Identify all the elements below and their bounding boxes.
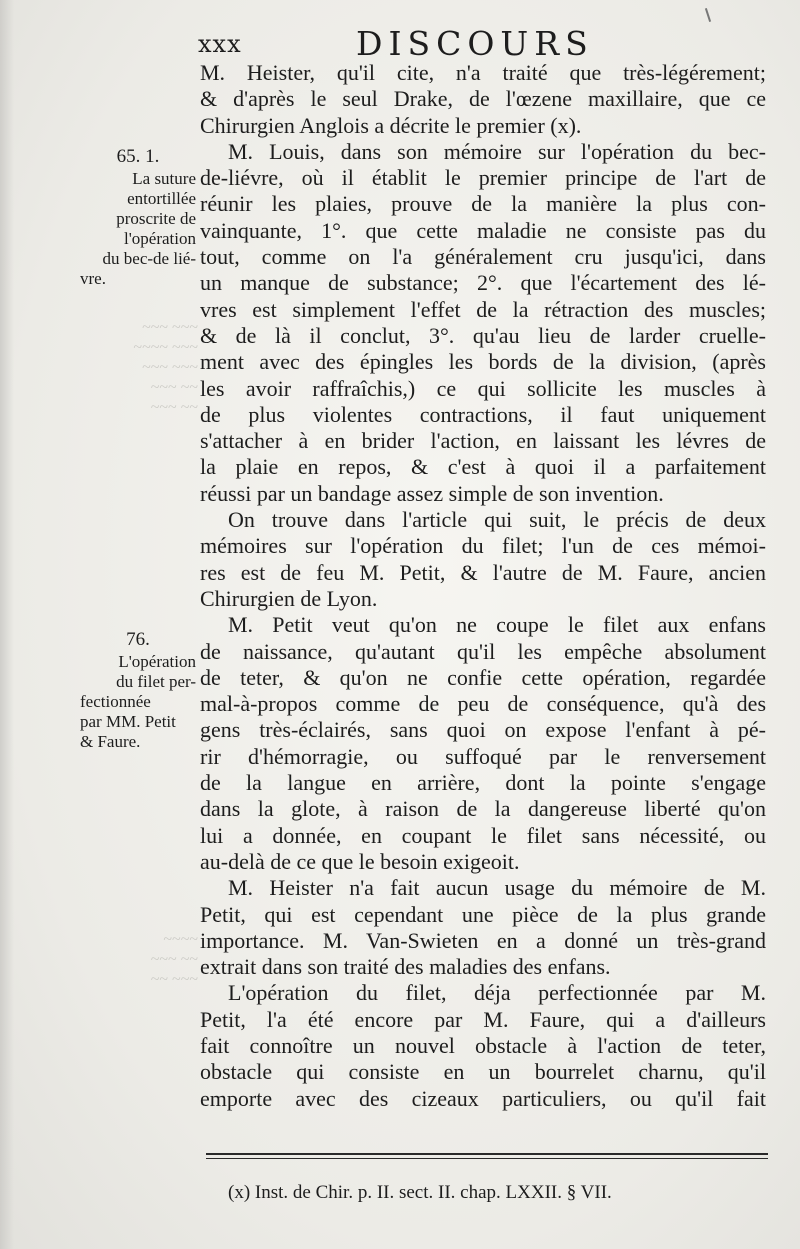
show-through-text-lower: ~~~~ ~~~ ~~ ~~ ~~~: [150, 931, 198, 988]
footnote: (x) Inst. de Chir. p. II. sect. II. chap. LXXII. § VII.: [228, 1182, 612, 1203]
text-line: de la langue en arrière, dont la pointe s'engage: [200, 770, 766, 796]
text-line: obstacle qui consiste en un bourrelet charnu, qu'il: [200, 1059, 766, 1085]
footnote-rule: [206, 1153, 768, 1155]
margin-note-line: vre.: [80, 269, 106, 288]
text-line: mémoires sur l'opération du filet; l'un de ces mémoi-: [200, 533, 766, 559]
text-line: les avoir raffraîchis,) ce qui sollicite les muscles à: [200, 375, 766, 401]
page-header: [198, 22, 758, 63]
text-line: & de là il conclut, 3°. qu'au lieu de larder cruelle-: [200, 322, 766, 348]
footnote-rule-thin: [206, 1158, 768, 1159]
margin-note-line: par MM. Petit: [80, 712, 176, 731]
text-line: de teter, & qu'on ne confie cette opération, regardée: [200, 664, 766, 690]
text-line: M. Heister n'a fait aucun usage du mémoire de M.: [228, 875, 766, 901]
text-line: fait connoître un nouvel obstacle à l'action de teter,: [200, 1032, 766, 1058]
text-line: On trouve dans l'article qui suit, le précis de deux: [228, 507, 766, 533]
text-line: la plaie en repos, & c'est à quoi il a parfaitement: [200, 454, 766, 480]
text-line: un manque de substance; 2°. que l'écartement des lé-: [200, 270, 766, 296]
text-line: emporte avec des cizeaux particuliers, ou qu'il fait: [200, 1085, 766, 1111]
main-text: [200, 60, 766, 1112]
margin-note-number: 76.: [126, 629, 150, 650]
text-line: res est de feu M. Petit, & l'autre de M. Faure, ancien: [200, 559, 766, 585]
margin-note-number: 65. 1.: [116, 146, 160, 167]
text-line: Petit, qui est cependant une pièce de la plus grande: [200, 901, 766, 927]
margin-note-line: du filet per-: [116, 672, 196, 691]
text-line: rir d'hémorragie, ou suffoqué par le renversement: [200, 743, 766, 769]
page-gutter-shadow: [0, 0, 14, 1249]
text-line: M. Petit veut qu'on ne coupe le filet aux enfans: [228, 612, 766, 638]
text-line: ment avec des épingles les bords de la division, (après: [200, 349, 766, 375]
paper-mark: [705, 8, 711, 22]
show-through-text: ~~~ ~~~ ~~~~ ~~~ ~~~ ~~~ ~~~ ~~ ~~~ ~~: [133, 319, 198, 416]
margin-note-line: proscrite de: [116, 209, 196, 228]
margin-note-line: du bec-de lié-: [102, 249, 196, 268]
margin-note-line: L'opération: [118, 652, 196, 671]
text-line: lui a donnée, en coupant le filet sans nécessité, ou: [200, 822, 766, 848]
margin-note-76: [80, 630, 196, 752]
text-line: extrait dans son traité des maladies des enfans.: [200, 954, 611, 980]
margin-note-line: entortillée: [127, 189, 196, 208]
text-line: de naissance, qu'autant qu'il les empêche absolument: [200, 638, 766, 664]
text-line: au-delà de ce que le besoin exigeoit.: [200, 848, 520, 874]
margin-note-line: & Faure.: [80, 732, 141, 751]
text-line: réunir les plaies, prouve de la manière la plus con-: [200, 191, 766, 217]
text-line: vres est simplement l'effet de la rétraction des muscles;: [200, 296, 766, 322]
text-line: de-liévre, où il établit le premier principe de l'art de: [200, 165, 766, 191]
margin-note-line: La suture: [132, 169, 196, 188]
text-line: s'attacher à en brider l'action, en laissant les lévres de: [200, 428, 766, 454]
running-title: DISCOURS: [356, 24, 594, 63]
text-line: M. Louis, dans son mémoire sur l'opération du bec-: [228, 138, 766, 164]
margin-note-line: fectionnée: [80, 692, 151, 711]
page-number: xxx: [198, 30, 242, 58]
text-line: & d'après le seul Drake, de l'œzene maxillaire, que ce: [200, 86, 766, 112]
text-line: vainquante, 1°. que cette maladie ne consiste pas du: [200, 217, 766, 243]
text-line: de plus violentes contractions, il faut uniquement: [200, 401, 766, 427]
text-line: L'opération du filet, déja perfectionnée par M.: [228, 980, 766, 1006]
text-line: Chirurgien de Lyon.: [200, 585, 378, 611]
text-line: Petit, l'a été encore par M. Faure, qui a d'ailleurs: [200, 1006, 766, 1032]
text-line: dans la glote, à raison de la dangereuse liberté qu'on: [200, 796, 766, 822]
margin-note-65: [80, 147, 196, 289]
text-line: tout, comme on l'a généralement cru jusqu'ici, dans: [200, 244, 766, 270]
margin-note-line: l'opération: [124, 229, 196, 248]
text-line: M. Heister, qu'il cite, n'a traité que très-légérement;: [200, 60, 766, 85]
text-line: gens très-éclairés, sans quoi on expose l'enfant à pé-: [200, 717, 766, 743]
text-line: mal-à-propos comme de peu de conséquence, qu'à des: [200, 691, 766, 717]
text-line: importance. M. Van-Swieten en a donné un très-grand: [200, 927, 766, 953]
text-line: réussi par un bandage assez simple de son invention.: [200, 480, 664, 506]
text-line: Chirurgien Anglois a décrite le premier (x).: [200, 112, 582, 138]
